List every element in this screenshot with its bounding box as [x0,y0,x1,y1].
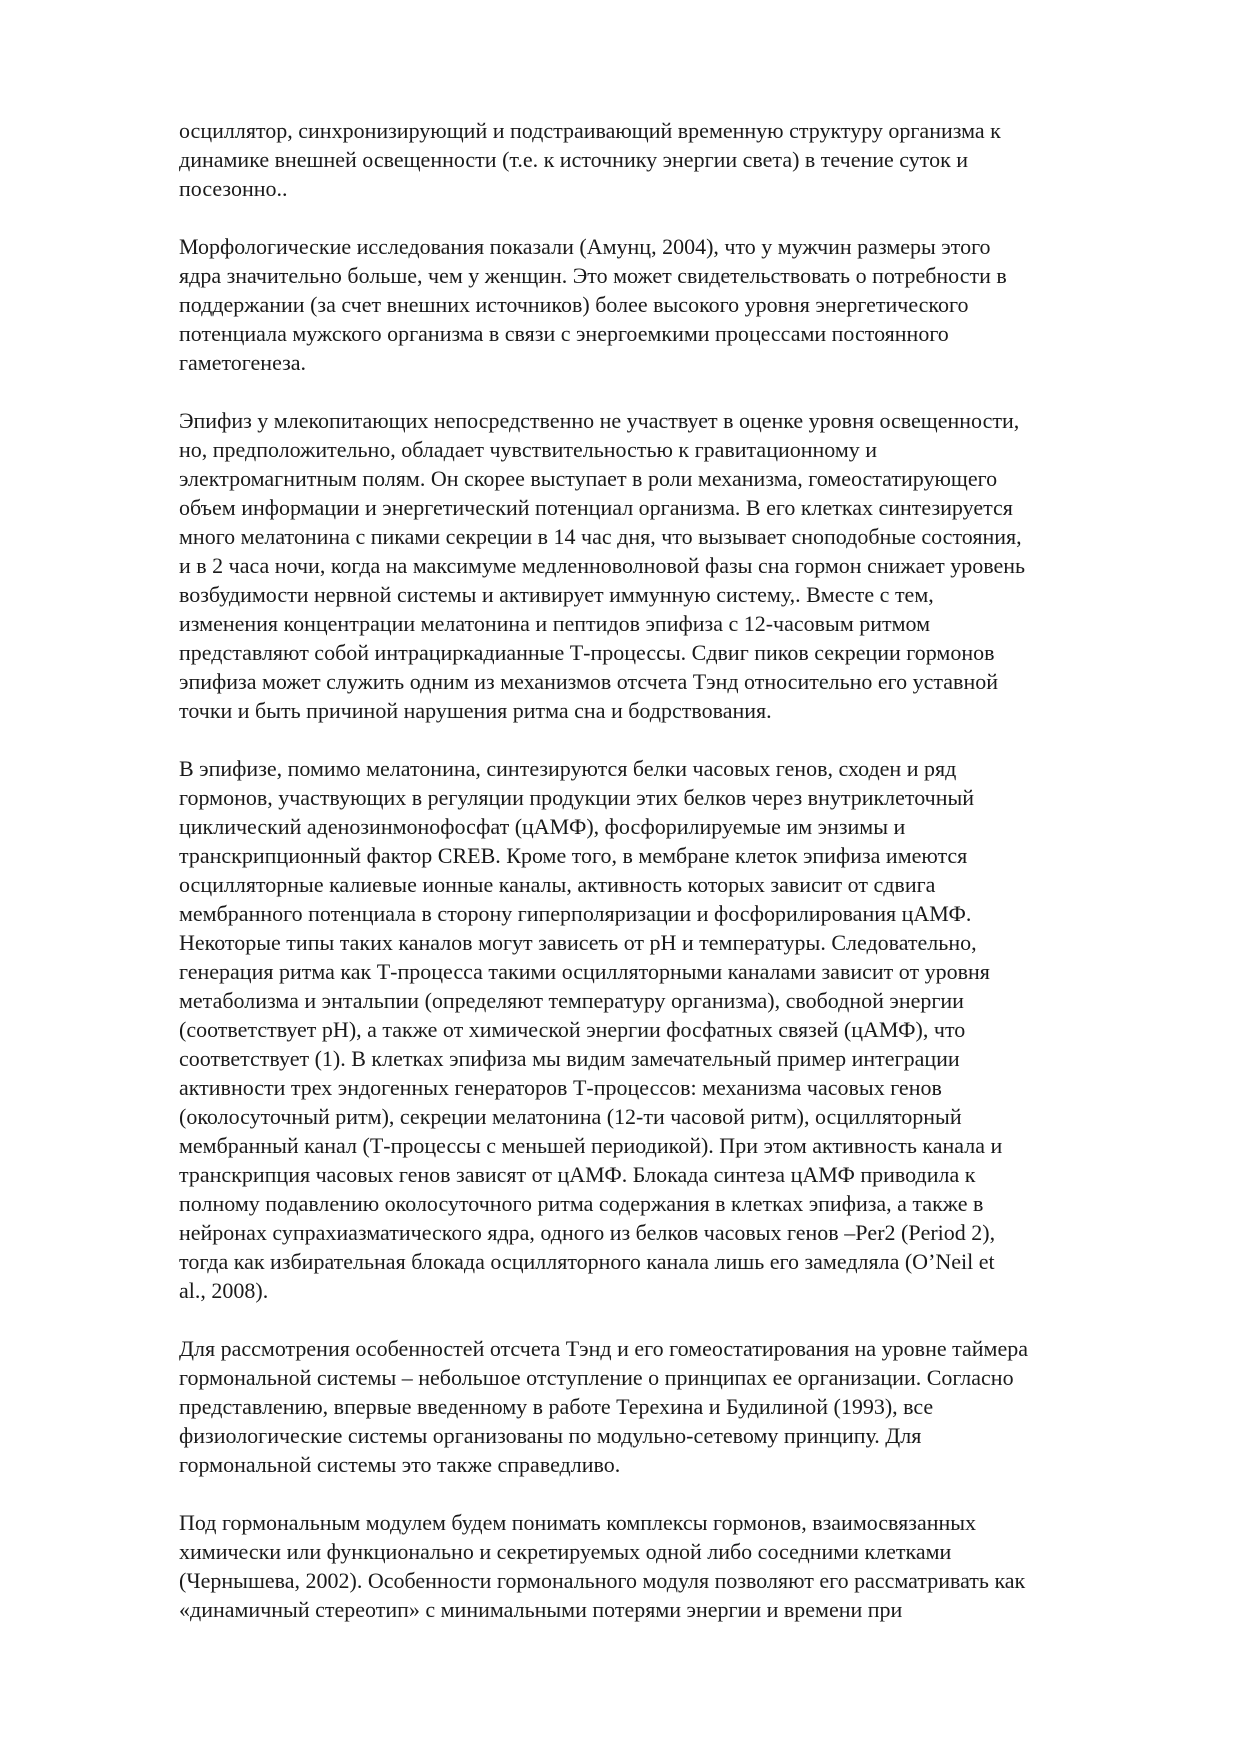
text-line: представляют собой интрациркадианные Т-процессы. Сдвиг пиков секреции гормонов [179,640,995,665]
text-line: al., 2008). [179,1278,269,1303]
text-line: точки и быть причиной нарушения ритма сна и бодрствования. [179,698,772,723]
text-line: (соответствует pH), а также от химической энергии фосфатных связей (цАМФ), что [179,1017,966,1042]
paragraph-3 [179,406,1164,725]
text-line: осцилляторные калиевые ионные каналы, активность которых зависит от сдвига [179,872,936,897]
text-line: В эпифизе, помимо мелатонина, синтезируются белки часовых генов, сходен и ряд [179,756,957,781]
text-line: Некоторые типы таких каналов могут зависеть от pH и температуры. Следовательно, [179,930,977,955]
text-line: гаметогенеза. [179,350,307,375]
text-line: метаболизма и энтальпии (определяют температуру организма), свободной энергии [179,988,964,1013]
text-line: изменения концентрации мелатонина и пептидов эпифиза с 12-часовым ритмом [179,611,931,636]
text-line: Под гормональным модулем будем понимать комплексы гормонов, взаимосвязанных [179,1510,977,1535]
text-line: (Чернышева, 2002). Особенности гормонального модуля позволяют его рассматривать как [179,1568,1026,1593]
text-line: мембранный канал (Т-процессы с меньшей периодикой). При этом активность канала и [179,1133,1003,1158]
text-line: мембранного потенциала в сторону гиперполяризации и фосфорилирования цАМФ. [179,901,972,926]
text-line: гормональной системы это также справедливо. [179,1452,621,1477]
paragraph-6 [179,1508,1164,1624]
text-line: физиологические системы организованы по модульно-сетевому принципу. Для [179,1423,922,1448]
text-line: Эпифиз у млекопитающих непосредственно не участвует в оценке уровня освещенности, [179,408,1020,433]
text-line: эпифиза может служить одним из механизмов отсчета Тэнд относительно его уставной [179,669,998,694]
text-line: поддержании (за счет внешних источников) более высокого уровня энергетического [179,292,969,317]
text-line: Для рассмотрения особенностей отсчета Тэнд и его гомеостатирования на уровне таймера [179,1336,1028,1361]
text-line: тогда как избирательная блокада осцилляторного канала лишь его замедляла (O’Neil et [179,1249,995,1274]
text-line: посезонно.. [179,176,288,201]
text-line: динамике внешней освещенности (т.е. к источнику энергии света) в течение суток и [179,147,969,172]
text-line: (околосуточный ритм), секреции мелатонина (12-ти часовой ритм), осцилляторный [179,1104,962,1129]
text-line: осциллятор, синхронизирующий и подстраивающий временную структуру организма к [179,118,1001,143]
paragraph-2 [179,232,1164,377]
text-line: полному подавлению околосуточного ритма содержания в клетках эпифиза, а также в [179,1191,984,1216]
text-line: Морфологические исследования показали (Амунц, 2004), что у мужчин размеры этого [179,234,991,259]
text-line: потенциала мужского организма в связи с энергоемкими процессами постоянного [179,321,949,346]
text-line: гормональной системы – небольшое отступление о принципах ее организации. Согласно [179,1365,1014,1390]
text-line: «динамичный стереотип» с минимальными потерями энергии и времени при [179,1597,903,1622]
text-line: много мелатонина с пиками секреции в 14 час дня, что вызывает сноподобные состояния, [179,524,1022,549]
text-line: химически или функционально и секретируемых одной либо соседними клетками [179,1539,952,1564]
text-line: гормонов, участвующих в регуляции продукции этих белков через внутриклеточный [179,785,975,810]
paragraph-1 [179,116,1164,203]
text-line: электромагнитным полям. Он скорее выступает в роли механизма, гомеостатирующего [179,466,998,491]
text-line: ядра значительно больше, чем у женщин. Это может свидетельствовать о потребности в [179,263,1007,288]
text-line: и в 2 часа ночи, когда на максимуме медленноволновой фазы сна гормон снижает уровень [179,553,1026,578]
text-line: но, предположительно, обладает чувствительностью к гравитационному и [179,437,878,462]
text-line: циклический аденозинмонофосфат (цАМФ), фосфорилируемые им энзимы и [179,814,906,839]
text-line: генерация ритма как Т-процесса такими осцилляторными каналами зависит от уровня [179,959,990,984]
text-line: возбудимости нервной системы и активирует иммунную систему,. Вместе с тем, [179,582,934,607]
text-line: транскрипционный фактор CREB. Кроме того, в мембране клеток эпифиза имеются [179,843,968,868]
paragraph-4 [179,754,1164,1305]
paragraph-5 [179,1334,1164,1479]
text-line: объем информации и энергетический потенциал организма. В его клетках синтезируется [179,495,1013,520]
document-body [179,116,1164,1653]
text-line: активности трех эндогенных генераторов Т-процессов: механизма часовых генов [179,1075,942,1100]
text-line: нейронах супрахиазматического ядра, одного из белков часовых генов –Per2 (Period 2), [179,1220,996,1245]
text-line: транскрипция часовых генов зависят от цАМФ. Блокада синтеза цАМФ приводила к [179,1162,976,1187]
text-line: соответствует (1). В клетках эпифиза мы видим замечательный пример интеграции [179,1046,960,1071]
text-line: представлению, впервые введенному в работе Терехина и Будилиной (1993), все [179,1394,934,1419]
